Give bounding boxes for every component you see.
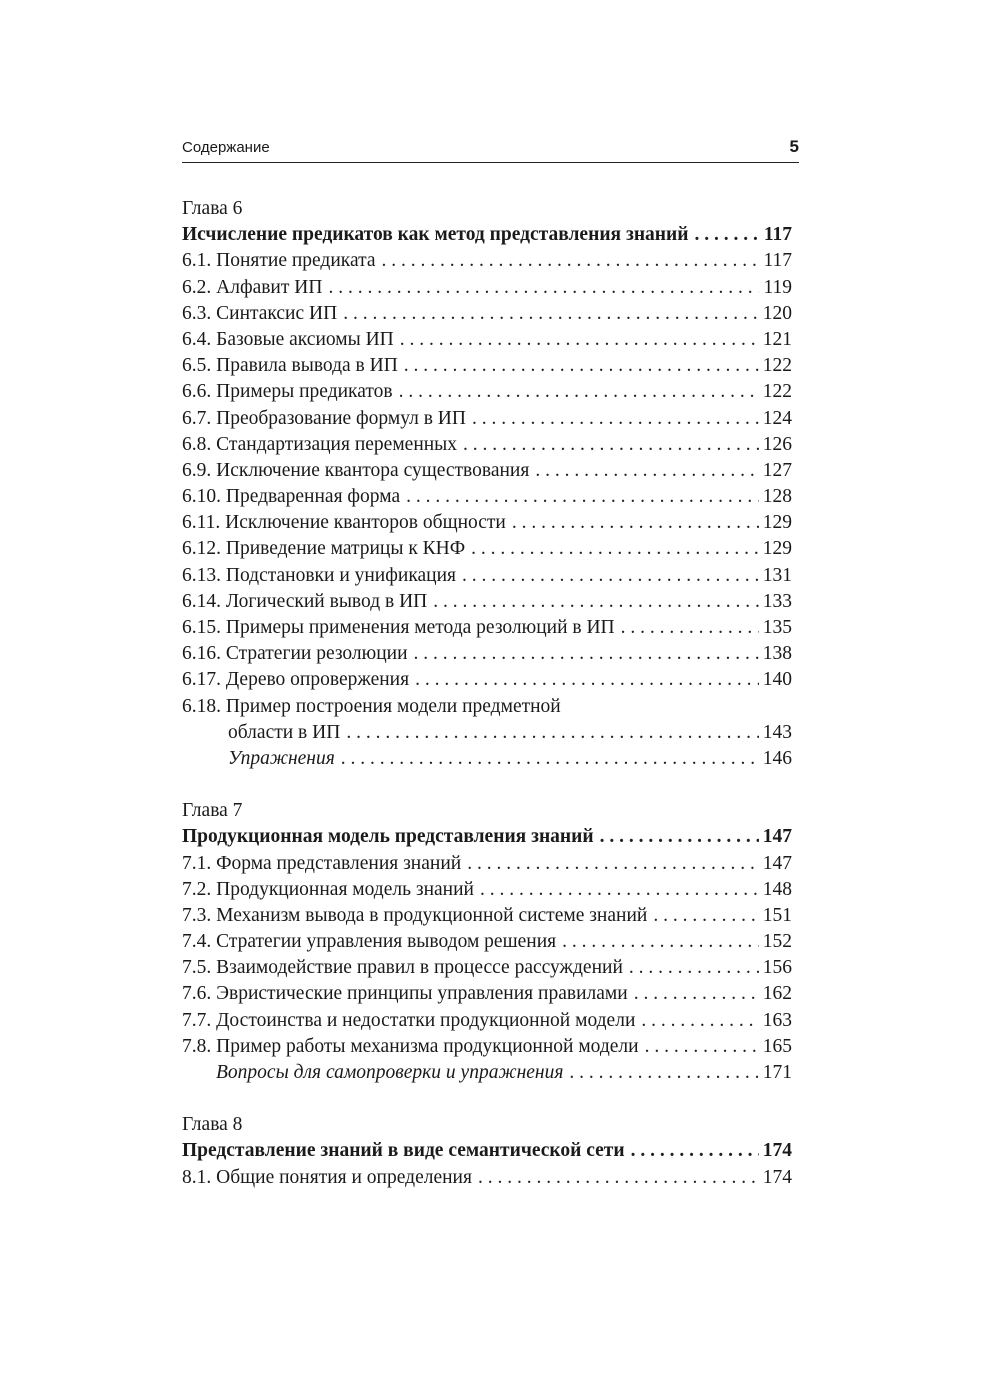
chapter-6 [182, 196, 792, 772]
exercises-text: Вопросы для самопроверки и упражнения [216, 1062, 564, 1083]
leader-dots [634, 981, 759, 1007]
chapter-label: Глава 7 [182, 800, 243, 822]
entry-text: 7.8. Пример работы механизма продукционной модели [182, 1035, 639, 1057]
exercises-entry[interactable] [182, 746, 792, 772]
entry-text: 6.5. Правила вывода в ИП [182, 355, 398, 377]
chapter-7 [182, 798, 792, 1086]
page-ref: 152 [762, 931, 792, 953]
page-ref: 121 [762, 328, 792, 350]
chapter-8 [182, 1112, 792, 1191]
entry-text: 7.6. Эвристические принципы управления правилами [182, 983, 628, 1005]
page-ref: 147 [762, 826, 792, 848]
toc-entry[interactable] [182, 929, 792, 955]
entry-text: 6.7. Преобразование формул в ИП [182, 407, 466, 429]
toc-entry[interactable] [182, 536, 792, 562]
entry-text: 6.2. Алфавит ИП [182, 276, 323, 298]
toc-entry[interactable] [182, 877, 792, 903]
exercises-entry[interactable] [182, 1060, 792, 1086]
entry-text: 6.3. Синтаксис ИП [182, 302, 338, 324]
chapter-title-entry[interactable] [182, 1138, 792, 1164]
page-ref: 140 [762, 669, 792, 691]
entry-text: 6.11. Исключение кванторов общности [182, 512, 506, 534]
toc-entry[interactable] [182, 484, 792, 510]
page-ref: 165 [762, 1035, 792, 1057]
leader-dots [653, 903, 758, 929]
chapter-title-entry[interactable] [182, 824, 792, 850]
entry-text: 6.13. Подстановки и унификация [182, 564, 456, 586]
page-ref: 117 [763, 224, 792, 246]
toc-entry[interactable] [182, 432, 792, 458]
leader-dots [512, 510, 759, 536]
chapter-title-entry[interactable] [182, 222, 792, 248]
toc-entry[interactable] [182, 275, 792, 301]
running-head-title: Содержание [182, 139, 270, 156]
page-number: 5 [789, 137, 799, 156]
leader-dots [415, 667, 759, 693]
table-of-contents [182, 196, 792, 1191]
page-ref: 133 [762, 590, 792, 612]
page-ref: 156 [762, 957, 792, 979]
entry-text: 8.1. Общие понятия и определения [182, 1166, 472, 1188]
entry-text: 6.6. Примеры предикатов [182, 381, 393, 403]
leader-dots [695, 222, 760, 248]
leader-dots [343, 301, 759, 327]
leader-dots [562, 929, 759, 955]
entry-text: 6.14. Логический вывод в ИП [182, 590, 428, 612]
toc-entry[interactable] [182, 248, 792, 274]
leader-dots [480, 877, 759, 903]
page-ref: 147 [762, 852, 792, 874]
toc-entry[interactable] [182, 641, 792, 667]
leader-dots [433, 589, 759, 615]
entry-text: 7.7. Достоинства и недостатки продукционной модели [182, 1009, 636, 1031]
entry-text-line2: области в ИП [228, 721, 341, 743]
page-ref: 174 [762, 1166, 792, 1188]
toc-entry[interactable] [182, 406, 792, 432]
toc-entry[interactable] [182, 458, 792, 484]
entry-text: 7.3. Механизм вывода в продукционной системе знаний [182, 904, 648, 926]
leader-dots [382, 248, 760, 274]
toc-entry[interactable] [182, 301, 792, 327]
toc-entry[interactable] [182, 1165, 792, 1191]
leader-dots [462, 563, 759, 589]
leader-dots [629, 955, 759, 981]
leader-dots [406, 484, 759, 510]
entry-text: 7.2. Продукционная модель знаний [182, 878, 474, 900]
page-ref: 135 [762, 617, 792, 638]
entry-text: 7.5. Взаимодействие правил в процессе рассуждений [182, 957, 623, 979]
chapter-title: Исчисление предикатов как метод представления знаний [182, 224, 689, 246]
entry-text: 6.1. Понятие предиката [182, 250, 376, 272]
entry-text: 6.12. Приведение матрицы к КНФ [182, 538, 466, 560]
leader-dots [346, 720, 758, 746]
entry-text: 6.16. Стратегии резолюции [182, 643, 408, 665]
toc-entry[interactable] [182, 981, 792, 1007]
toc-entry[interactable] [182, 667, 792, 693]
leader-dots [600, 824, 759, 850]
entry-text: 6.4. Базовые аксиомы ИП [182, 328, 394, 350]
page-ref: 151 [762, 904, 792, 926]
page-ref: 171 [762, 1062, 792, 1083]
toc-entry[interactable] [182, 589, 792, 615]
entry-text: 6.17. Дерево опровержения [182, 669, 410, 691]
toc-entry[interactable] [182, 327, 792, 353]
chapter-title: Продукционная модель представления знаний [182, 826, 594, 848]
page-ref: 128 [762, 486, 792, 508]
toc-entry[interactable] [182, 851, 792, 877]
entry-text: 6.15. Примеры применения метода резолюций в ИП [182, 617, 615, 638]
page-ref: 117 [763, 250, 792, 272]
toc-entry[interactable] [182, 903, 792, 929]
entry-text: 6.8. Стандартизация переменных [182, 433, 458, 455]
page-ref: 143 [762, 721, 792, 743]
leader-dots [471, 536, 759, 562]
page-ref: 162 [762, 983, 792, 1005]
leader-dots [535, 458, 758, 484]
page-ref: 126 [762, 433, 792, 455]
running-head [182, 137, 799, 163]
leader-dots [328, 275, 759, 301]
page-ref: 122 [762, 381, 792, 403]
toc-entry[interactable] [182, 1008, 792, 1034]
chapter-label: Глава 6 [182, 198, 243, 219]
toc-entry[interactable] [182, 615, 792, 641]
page-ref: 122 [762, 355, 792, 377]
chapter-label: Глава 8 [182, 1114, 243, 1136]
leader-dots [478, 1165, 759, 1191]
page-ref: 138 [762, 643, 792, 665]
exercises-text: Упражнения [228, 747, 335, 769]
leader-dots [404, 353, 759, 379]
toc-entry[interactable] [182, 720, 792, 746]
page-ref: 131 [762, 564, 792, 586]
page-ref: 174 [762, 1140, 792, 1162]
leader-dots [400, 327, 759, 353]
page-ref: 129 [762, 512, 792, 534]
leader-dots [399, 379, 759, 405]
page-ref: 127 [762, 459, 792, 481]
leader-dots [341, 746, 759, 772]
leader-dots [631, 1138, 759, 1164]
leader-dots [463, 432, 759, 458]
page-ref: 119 [763, 276, 792, 298]
leader-dots [645, 1034, 759, 1060]
entry-text: 6.10. Предваренная форма [182, 486, 401, 508]
page-ref: 129 [762, 538, 792, 560]
leader-dots [641, 1008, 758, 1034]
leader-dots [621, 615, 759, 641]
entry-text-line1[interactable]: 6.18. Пример построения модели предметной [182, 695, 561, 717]
entry-text: 7.1. Форма представления знаний [182, 852, 462, 874]
page-ref: 163 [762, 1009, 792, 1031]
toc-entry[interactable] [182, 379, 792, 405]
page-ref: 120 [762, 302, 792, 324]
entry-text: 6.9. Исключение квантора существования [182, 459, 530, 481]
toc-entry[interactable] [182, 1034, 792, 1060]
leader-dots [472, 406, 759, 432]
toc-entry[interactable] [182, 510, 792, 536]
page-ref: 148 [762, 878, 792, 900]
page-ref: 124 [762, 407, 792, 429]
toc-entry[interactable] [182, 955, 792, 981]
entry-text: 7.4. Стратегии управления выводом решения [182, 931, 557, 953]
toc-entry[interactable] [182, 563, 792, 589]
page-ref: 146 [762, 747, 792, 769]
leader-dots [414, 641, 759, 667]
toc-entry[interactable] [182, 353, 792, 379]
leader-dots [569, 1060, 758, 1086]
chapter-title: Представление знаний в виде семантической сети [182, 1140, 625, 1162]
leader-dots [467, 851, 759, 877]
